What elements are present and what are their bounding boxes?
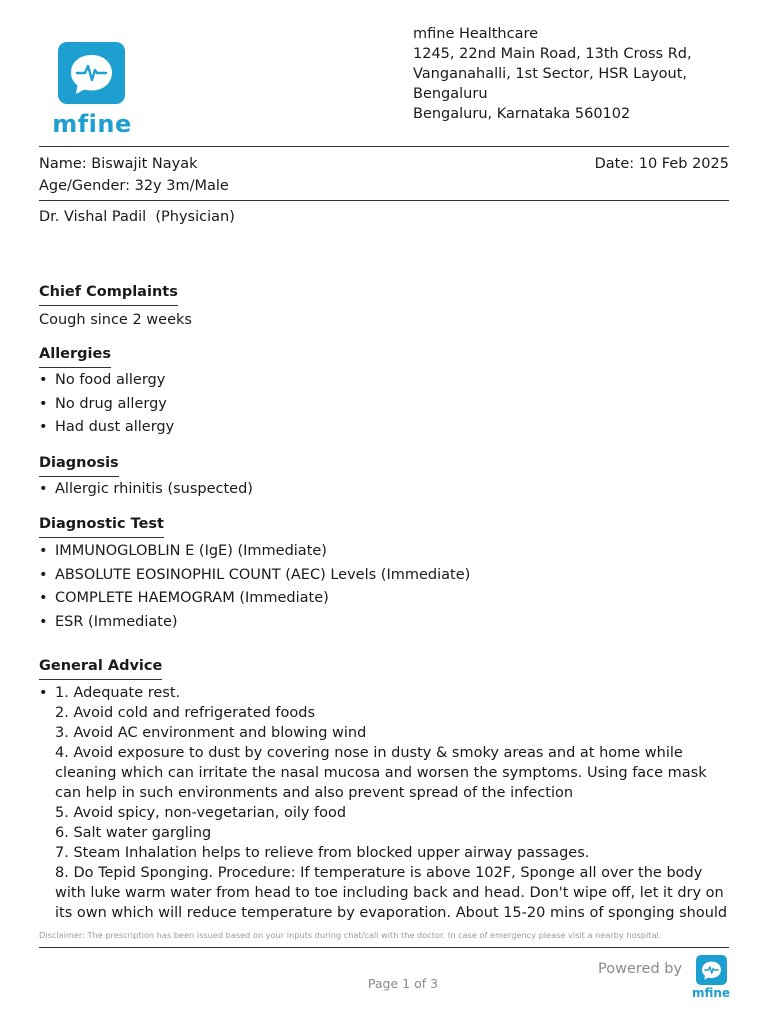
chief-complaints-text: Cough since 2 weeks — [39, 312, 192, 328]
address-line: 1245, 22nd Main Road, 13th Cross Rd, — [413, 46, 692, 62]
page-number: Page 1 of 3 — [367, 976, 439, 991]
advice-line: 4. Avoid exposure to dust by covering nose in dusty & smoky areas and at home while — [55, 745, 683, 761]
divider — [39, 947, 729, 948]
diagnosis-heading: Diagnosis — [39, 454, 119, 477]
diagnostic-test-list — [39, 540, 470, 634]
advice-line: 6. Salt water gargling — [55, 825, 212, 841]
clinic-name: mfine Healthcare — [413, 26, 539, 42]
divider — [39, 200, 729, 201]
address-line: Bengaluru, Karnataka 560102 — [413, 106, 631, 122]
list-item: • ESR (Immediate) — [39, 611, 470, 635]
bullet: • — [39, 685, 48, 701]
allergies-list — [39, 369, 174, 440]
powered-by-label: Powered by — [598, 961, 683, 977]
list-item: • Had dust allergy — [39, 416, 174, 440]
advice-line: with luke warm water from head to toe including back and head. Don't wipe off, let it dry on — [55, 885, 724, 901]
prescription-date: Date: 10 Feb 2025 — [594, 156, 729, 172]
doctor-name: Dr. Vishal Padil (Physician) — [39, 209, 235, 225]
advice-line: 7. Steam Inhalation helps to relieve from blocked upper airway passages. — [55, 845, 590, 861]
divider — [39, 146, 729, 147]
list-item: • COMPLETE HAEMOGRAM (Immediate) — [39, 587, 470, 611]
address-line: Vanganahalli, 1st Sector, HSR Layout, — [413, 66, 688, 82]
mfine-logo-small-text: mfine — [691, 986, 731, 1000]
diagnosis-list — [39, 478, 253, 502]
patient-age-gender: Age/Gender: 32y 3m/Male — [39, 178, 229, 194]
advice-line: 5. Avoid spicy, non-vegetarian, oily food — [55, 805, 347, 821]
chief-complaints-heading: Chief Complaints — [39, 283, 178, 306]
allergies-heading: Allergies — [39, 345, 111, 368]
list-item: • IMMUNOGLOBLIN E (IgE) (Immediate) — [39, 540, 470, 564]
diagnostic-test-heading: Diagnostic Test — [39, 515, 164, 538]
advice-line: 8. Do Tepid Sponging. Procedure: If temperature is above 102F, Sponge all over the body — [55, 865, 703, 881]
advice-line: 1. Adequate rest. — [55, 685, 181, 701]
advice-line: 2. Avoid cold and refrigerated foods — [55, 705, 316, 721]
patient-name: Name: Biswajit Nayak — [39, 156, 198, 172]
list-item: • No drug allergy — [39, 393, 174, 417]
list-item: • ABSOLUTE EOSINOPHIL COUNT (AEC) Levels (Immediate) — [39, 564, 470, 588]
disclaimer-text: Disclaimer: The prescription has been issued based on your inputs during chat/call with the doctor. In case of emergency please visit a nearby hospital. — [39, 930, 662, 940]
clinic-address — [413, 24, 692, 124]
patient-info — [39, 153, 229, 197]
advice-line: 3. Avoid AC environment and blowing wind — [55, 725, 367, 741]
list-item: • No food allergy — [39, 369, 174, 393]
general-advice-list — [39, 683, 739, 921]
list-item: • Allergic rhinitis (suspected) — [39, 478, 253, 502]
mfine-logo-text: mfine — [52, 110, 132, 138]
advice-line: cleaning which can irritate the nasal mucosa and worsen the symptoms. Using face mask — [55, 765, 707, 781]
advice-line: can help in such environments and also prevent spread of the infection — [55, 785, 574, 801]
advice-line: its own which will reduce temperature by evaporation. About 15-20 mins of sponging should — [55, 905, 728, 921]
mfine-logo-icon — [58, 42, 125, 104]
address-line: Bengaluru — [413, 86, 488, 102]
general-advice-heading: General Advice — [39, 657, 162, 680]
